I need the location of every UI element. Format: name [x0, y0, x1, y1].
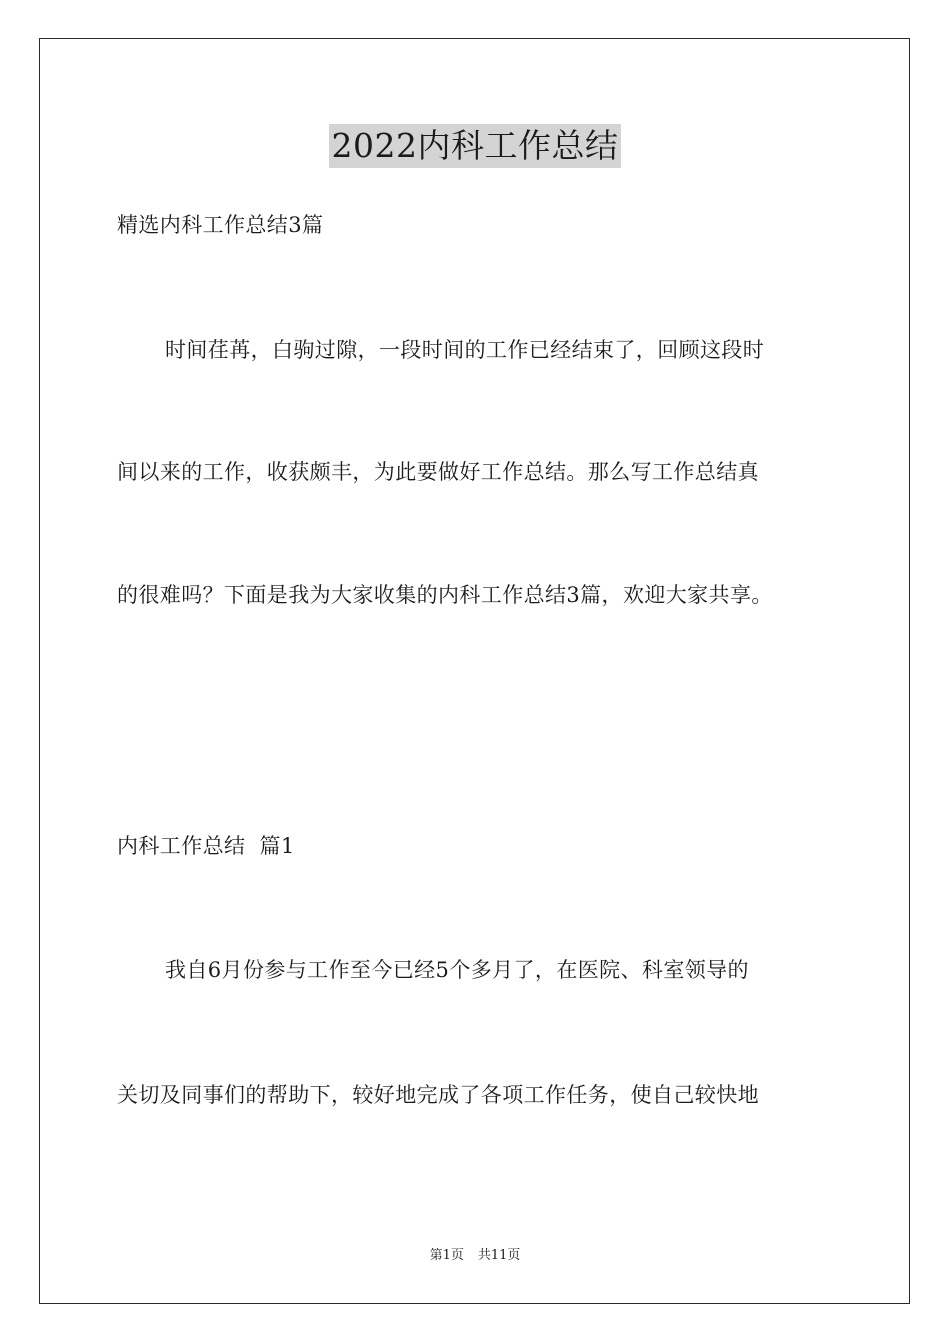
page-number: 第1页	[429, 1248, 464, 1263]
body-line-2: 关切及同事们的帮助下，较好地完成了各项工作任务，使自己较快地	[117, 1083, 759, 1107]
intro-line-3: 的很难吗？下面是我为大家收集的内科工作总结3篇，欢迎大家共享。	[117, 583, 773, 607]
intro-line-1: 时间荏苒，白驹过隙，一段时间的工作已经结束了，回顾这段时	[165, 338, 765, 362]
document-title	[0, 124, 950, 168]
subtitle: 精选内科工作总结3篇	[117, 213, 324, 237]
page-footer	[0, 1247, 950, 1265]
section-heading: 内科工作总结 篇1	[117, 834, 295, 858]
total-pages: 共11页	[477, 1248, 521, 1263]
body-line-1: 我自6月份参与工作至今已经5个多月了，在医院、科室领导的	[165, 958, 749, 982]
document-title-text: 2022内科工作总结	[329, 124, 622, 168]
intro-line-2: 间以来的工作，收获颇丰，为此要做好工作总结。那么写工作总结真	[117, 460, 759, 484]
